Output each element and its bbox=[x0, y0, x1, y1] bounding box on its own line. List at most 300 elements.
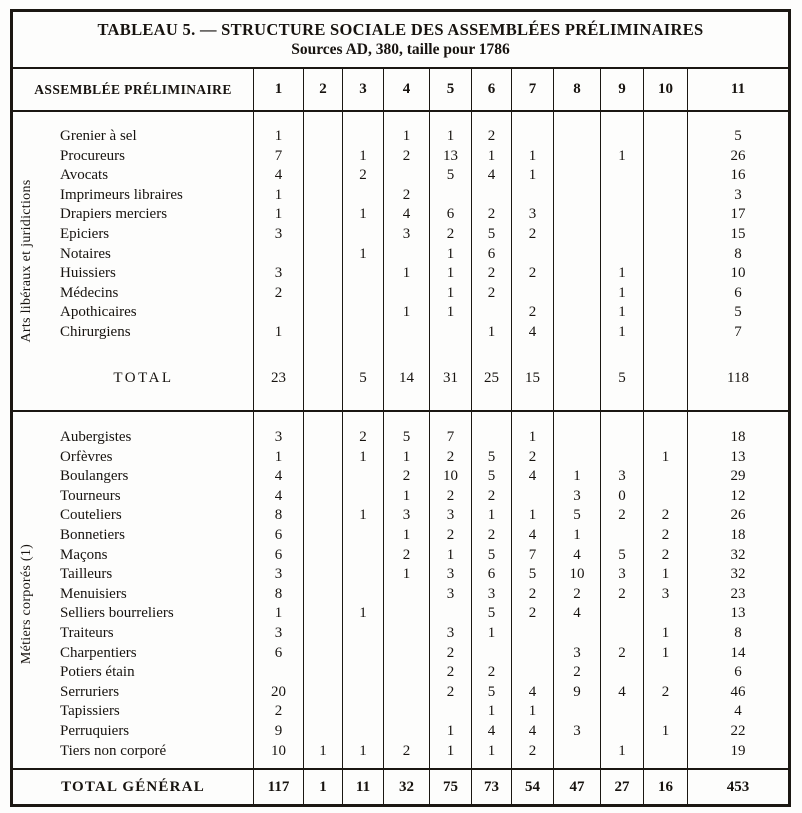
row-label: Couteliers bbox=[60, 507, 122, 524]
table-cell: 4 bbox=[402, 206, 411, 223]
row-label: Boulangers bbox=[60, 468, 129, 485]
table-cell bbox=[644, 604, 687, 624]
grand-total-cell-11: 453 bbox=[687, 770, 788, 804]
grand-total-row bbox=[13, 770, 788, 804]
column-header-8: 8 bbox=[553, 69, 600, 110]
table-cell: 2 bbox=[487, 206, 496, 223]
table-cell bbox=[343, 264, 383, 284]
table-cell: 2 bbox=[487, 128, 496, 144]
table-cell: 26 bbox=[730, 507, 746, 524]
table-cell: 9 bbox=[573, 683, 581, 700]
table-cell bbox=[343, 186, 383, 206]
table-cell: 3 bbox=[734, 186, 742, 203]
row-label: Tourneurs bbox=[60, 487, 121, 504]
table-cell: 4 bbox=[528, 323, 537, 340]
table-cell bbox=[554, 742, 600, 762]
table-cell bbox=[343, 663, 383, 683]
table-cell bbox=[343, 624, 383, 644]
table-cell bbox=[384, 644, 429, 664]
table-cell bbox=[343, 526, 383, 546]
table-cell: 1 bbox=[487, 323, 496, 340]
table-cell: 2 bbox=[528, 585, 537, 602]
table-cell: 1 bbox=[446, 265, 455, 282]
table-cell: 22 bbox=[730, 722, 746, 739]
column-header-2: 2 bbox=[303, 69, 342, 110]
table-cell: 6 bbox=[487, 245, 496, 262]
table-cell bbox=[304, 323, 342, 343]
section-total-cell: 14 bbox=[399, 369, 414, 386]
row-label: Huissiers bbox=[60, 265, 116, 282]
grand-total-cell-2: 1 bbox=[303, 770, 342, 804]
table-cell bbox=[554, 205, 600, 225]
table-cell: 1 bbox=[661, 624, 670, 641]
table-cell: 1 bbox=[618, 284, 626, 301]
table-cell: 5 bbox=[487, 448, 496, 465]
table-cell bbox=[601, 604, 643, 624]
table-cell bbox=[384, 722, 429, 742]
row-label: Notaires bbox=[60, 245, 111, 262]
data-column-8 bbox=[553, 112, 600, 410]
data-column-1 bbox=[253, 112, 303, 410]
section-total-cell: 25 bbox=[484, 369, 499, 386]
row-label: Chirurgiens bbox=[60, 323, 131, 340]
table-cell: 1 bbox=[402, 487, 411, 504]
table-cell bbox=[512, 644, 553, 664]
table-cell: 7 bbox=[734, 323, 742, 340]
table-cell: 16 bbox=[730, 167, 746, 184]
table-cell: 2 bbox=[528, 265, 537, 282]
table-cell: 6 bbox=[734, 284, 742, 301]
table-cell: 1 bbox=[274, 323, 283, 340]
table-cell: 1 bbox=[618, 742, 626, 759]
table-cell: 3 bbox=[618, 468, 626, 485]
table-cell: 3 bbox=[573, 644, 581, 661]
column-header-1: 1 bbox=[253, 69, 303, 110]
table-cell: 2 bbox=[618, 585, 626, 602]
table-cell: 4 bbox=[528, 722, 537, 739]
row-label: Maçons bbox=[60, 546, 108, 563]
table-cell: 4 bbox=[618, 683, 626, 700]
table-cell: 2 bbox=[618, 507, 626, 524]
table-cell: 3 bbox=[618, 566, 626, 583]
table-cell: 5 bbox=[618, 546, 626, 563]
table-cell: 2 bbox=[573, 664, 581, 681]
table-cell: 1 bbox=[573, 468, 581, 485]
table-cell bbox=[343, 546, 383, 566]
data-column-6 bbox=[471, 112, 511, 410]
table-cell: 8 bbox=[274, 585, 283, 602]
column-header-11: 11 bbox=[687, 69, 788, 110]
table-cell bbox=[384, 663, 429, 683]
table-cell: 1 bbox=[359, 742, 367, 759]
table-cell: 5 bbox=[487, 605, 496, 622]
table-cell: 3 bbox=[446, 566, 455, 583]
table-cell bbox=[512, 284, 553, 304]
table-cell: 3 bbox=[274, 225, 283, 242]
table-cell bbox=[644, 245, 687, 265]
table-cell bbox=[644, 487, 687, 507]
table-cell bbox=[601, 526, 643, 546]
table-cell bbox=[554, 428, 600, 448]
table-cell: 3 bbox=[573, 722, 581, 739]
table-cell: 5 bbox=[734, 304, 742, 321]
table-cell: 6 bbox=[274, 644, 283, 661]
table-cell: 1 bbox=[661, 448, 670, 465]
table-cell: 2 bbox=[528, 225, 537, 242]
table-cell: 12 bbox=[730, 487, 746, 504]
table-cell: 46 bbox=[730, 683, 746, 700]
table-cell bbox=[430, 604, 471, 624]
table-cell bbox=[304, 245, 342, 265]
table-cell: 4 bbox=[274, 487, 283, 504]
table-cell: 4 bbox=[573, 546, 581, 563]
table-cell: 3 bbox=[274, 566, 283, 583]
table-cell: 3 bbox=[528, 206, 537, 223]
table-cell bbox=[304, 467, 342, 487]
table-cell bbox=[644, 742, 687, 762]
table-cell: 2 bbox=[487, 265, 496, 282]
table-cell: 1 bbox=[618, 323, 626, 340]
table-cell bbox=[430, 702, 471, 722]
table-cell: 1 bbox=[359, 147, 367, 164]
table-cell bbox=[343, 225, 383, 245]
table-cell: 1 bbox=[359, 448, 367, 465]
table-cell bbox=[343, 644, 383, 664]
table-cell: 1 bbox=[359, 245, 367, 262]
table-cell: 2 bbox=[446, 664, 455, 681]
table-cell bbox=[554, 166, 600, 186]
table-title-block bbox=[13, 12, 788, 69]
table-cell: 5 bbox=[734, 128, 742, 144]
table-cell: 2 bbox=[402, 147, 411, 164]
table-cell: 2 bbox=[446, 487, 455, 504]
table-cell bbox=[644, 428, 687, 448]
table-cell: 13 bbox=[730, 605, 746, 622]
table-cell bbox=[554, 448, 600, 468]
table-cell: 6 bbox=[446, 206, 455, 223]
table-cell bbox=[304, 147, 342, 167]
data-column-11 bbox=[687, 112, 788, 410]
column-header-6: 6 bbox=[471, 69, 511, 110]
row-label: Imprimeurs libraires bbox=[60, 186, 183, 203]
table-cell: 2 bbox=[446, 225, 455, 242]
table-cell: 1 bbox=[661, 566, 670, 583]
table-cell bbox=[644, 127, 687, 147]
data-column-9 bbox=[600, 412, 643, 768]
table-cell: 10 bbox=[443, 468, 458, 485]
table-cell: 2 bbox=[274, 703, 283, 720]
table-cell bbox=[644, 166, 687, 186]
table-cell: 1 bbox=[528, 429, 537, 445]
table-cell bbox=[644, 663, 687, 683]
table-cell: 2 bbox=[446, 644, 455, 661]
table-cell: 4 bbox=[528, 683, 537, 700]
table-cell: 1 bbox=[446, 304, 455, 321]
row-label: Grenier à sel bbox=[60, 128, 137, 144]
table-cell: 1 bbox=[402, 566, 411, 583]
table-cell bbox=[304, 127, 342, 147]
table-cell bbox=[554, 303, 600, 323]
section-total-cell bbox=[304, 369, 342, 389]
table-cell: 14 bbox=[730, 644, 746, 661]
header-label: ASSEMBLÉE PRÉLIMINAIRE bbox=[34, 81, 232, 97]
section-total-cell: 23 bbox=[271, 369, 286, 386]
table-cell bbox=[554, 245, 600, 265]
table-cell: 32 bbox=[730, 546, 746, 563]
table-cell bbox=[644, 702, 687, 722]
section-1 bbox=[13, 112, 788, 412]
table-cell bbox=[304, 722, 342, 742]
table-cell: 3 bbox=[446, 507, 455, 524]
data-column-7 bbox=[511, 412, 553, 768]
table-cell bbox=[554, 264, 600, 284]
row-label-column bbox=[40, 412, 253, 768]
section-total-cell bbox=[644, 369, 687, 389]
table-cell: 8 bbox=[734, 624, 742, 641]
table-cell bbox=[384, 683, 429, 703]
row-label: Tiers non corporé bbox=[60, 742, 167, 759]
table-cell bbox=[384, 245, 429, 265]
table-cell: 1 bbox=[319, 742, 327, 759]
row-label: Aubergistes bbox=[60, 429, 132, 445]
table-cell bbox=[472, 303, 511, 323]
table-cell: 1 bbox=[487, 507, 496, 524]
table-cell bbox=[304, 284, 342, 304]
section-total-cell: 5 bbox=[359, 369, 367, 386]
table-cell bbox=[304, 303, 342, 323]
table-cell: 1 bbox=[274, 448, 283, 465]
table-cell: 2 bbox=[446, 526, 455, 543]
table-cell: 1 bbox=[487, 742, 496, 759]
table-cell: 3 bbox=[661, 585, 670, 602]
table-cell: 2 bbox=[618, 644, 626, 661]
group-label: Métiers corporés (1) bbox=[18, 544, 34, 665]
table-cell: 5 bbox=[528, 566, 537, 583]
table-cell bbox=[601, 186, 643, 206]
table-cell bbox=[644, 225, 687, 245]
section-2 bbox=[13, 412, 788, 770]
table-cell: 2 bbox=[402, 186, 411, 203]
table-cell bbox=[304, 526, 342, 546]
table-cell: 1 bbox=[402, 265, 411, 282]
data-column-9 bbox=[600, 112, 643, 410]
row-label: Procureurs bbox=[60, 147, 125, 164]
table-cell: 8 bbox=[274, 507, 283, 524]
table-cell bbox=[601, 205, 643, 225]
table-cell: 1 bbox=[402, 128, 411, 144]
table-cell: 2 bbox=[661, 683, 670, 700]
table-cell bbox=[304, 624, 342, 644]
table-cell: 6 bbox=[734, 664, 742, 681]
table-cell bbox=[384, 166, 429, 186]
section-total-cell: 5 bbox=[618, 369, 626, 386]
table-cell: 10 bbox=[730, 265, 746, 282]
data-column-4 bbox=[383, 412, 429, 768]
table-cell bbox=[304, 225, 342, 245]
table-cell bbox=[601, 245, 643, 265]
table-cell: 18 bbox=[730, 429, 746, 445]
grand-total-cell-6: 73 bbox=[471, 770, 511, 804]
grand-total-cell-9: 27 bbox=[600, 770, 643, 804]
data-column-3 bbox=[342, 112, 383, 410]
row-label-column bbox=[40, 112, 253, 410]
table-cell: 2 bbox=[487, 487, 496, 504]
row-label: Avocats bbox=[60, 167, 109, 184]
table-cell: 4 bbox=[528, 526, 537, 543]
table-cell: 4 bbox=[274, 468, 283, 485]
row-label: Selliers bourreliers bbox=[60, 605, 174, 622]
table-cell bbox=[601, 428, 643, 448]
table-cell: 3 bbox=[573, 487, 581, 504]
table-cell: 2 bbox=[487, 526, 496, 543]
table-cell bbox=[343, 702, 383, 722]
table-subtitle: Sources AD, 380, taille pour 1786 bbox=[291, 41, 510, 58]
table-cell: 2 bbox=[661, 546, 670, 563]
table-cell: 4 bbox=[734, 703, 742, 720]
table-cell bbox=[512, 186, 553, 206]
table-cell: 5 bbox=[487, 683, 496, 700]
table-cell: 2 bbox=[359, 429, 367, 445]
column-header-7: 7 bbox=[511, 69, 553, 110]
table-cell bbox=[601, 448, 643, 468]
table-cell: 4 bbox=[487, 722, 496, 739]
row-label: Bonnetiers bbox=[60, 526, 125, 543]
table-cell bbox=[254, 663, 303, 683]
table-cell: 3 bbox=[446, 585, 455, 602]
section-total-cell: 31 bbox=[443, 369, 458, 386]
table-cell: 5 bbox=[487, 546, 496, 563]
table-cell: 1 bbox=[359, 206, 367, 223]
data-column-2 bbox=[303, 412, 342, 768]
table-cell bbox=[512, 245, 553, 265]
table-cell bbox=[644, 147, 687, 167]
table-cell: 10 bbox=[271, 742, 286, 759]
table-cell: 5 bbox=[487, 468, 496, 485]
table-cell: 0 bbox=[618, 487, 626, 504]
table-cell: 2 bbox=[359, 167, 367, 184]
table-cell: 23 bbox=[730, 585, 746, 602]
table-cell bbox=[304, 644, 342, 664]
table-cell bbox=[601, 702, 643, 722]
table-cell: 32 bbox=[730, 566, 746, 583]
table-cell: 17 bbox=[730, 206, 746, 223]
table-cell bbox=[512, 127, 553, 147]
section-total-cell: 15 bbox=[525, 369, 540, 386]
table-cell: 1 bbox=[528, 147, 537, 164]
section-total-cell bbox=[554, 369, 600, 389]
table-cell: 6 bbox=[487, 566, 496, 583]
table-cell: 9 bbox=[274, 722, 283, 739]
table-cell bbox=[430, 186, 471, 206]
table-cell: 7 bbox=[274, 147, 283, 164]
table-cell: 1 bbox=[446, 284, 455, 301]
table-cell: 1 bbox=[402, 526, 411, 543]
table-cell: 1 bbox=[402, 304, 411, 321]
table-cell bbox=[554, 127, 600, 147]
table-cell bbox=[644, 205, 687, 225]
table-cell: 2 bbox=[528, 304, 537, 321]
table-cell: 4 bbox=[487, 167, 496, 184]
column-header-10: 10 bbox=[643, 69, 687, 110]
table-cell bbox=[384, 604, 429, 624]
table-cell: 2 bbox=[402, 468, 411, 485]
table-cell bbox=[472, 186, 511, 206]
group-label-column bbox=[13, 112, 40, 410]
table-cell bbox=[304, 264, 342, 284]
row-label: Potiers étain bbox=[60, 664, 135, 681]
table-cell: 6 bbox=[274, 546, 283, 563]
table-cell: 1 bbox=[359, 605, 367, 622]
data-column-10 bbox=[643, 112, 687, 410]
row-label: Orfèvres bbox=[60, 448, 113, 465]
grand-total-cell-7: 54 bbox=[511, 770, 553, 804]
group-label-column bbox=[13, 412, 40, 768]
table-cell: 5 bbox=[446, 167, 455, 184]
grand-total-cell-1: 117 bbox=[253, 770, 303, 804]
table-cell: 1 bbox=[487, 624, 496, 641]
table-cell: 1 bbox=[274, 128, 283, 144]
row-label: Perruquiers bbox=[60, 722, 130, 739]
table-cell: 2 bbox=[402, 546, 411, 563]
table-cell bbox=[601, 127, 643, 147]
table-cell: 2 bbox=[661, 526, 670, 543]
table-cell bbox=[304, 448, 342, 468]
grand-total-cell-10: 16 bbox=[643, 770, 687, 804]
table-cell bbox=[644, 264, 687, 284]
table-cell bbox=[304, 565, 342, 585]
table-cell: 2 bbox=[528, 448, 537, 465]
data-column-5 bbox=[429, 412, 471, 768]
table-cell bbox=[512, 663, 553, 683]
row-label: Epiciers bbox=[60, 225, 110, 242]
table-cell: 1 bbox=[573, 526, 581, 543]
table-cell bbox=[304, 506, 342, 526]
table-cell bbox=[384, 624, 429, 644]
data-column-3 bbox=[342, 412, 383, 768]
table-cell bbox=[644, 303, 687, 323]
column-header-3: 3 bbox=[342, 69, 383, 110]
data-column-6 bbox=[471, 412, 511, 768]
data-column-8 bbox=[553, 412, 600, 768]
data-column-1 bbox=[253, 412, 303, 768]
table-body bbox=[13, 112, 788, 770]
table-cell: 1 bbox=[446, 722, 455, 739]
table-cell: 4 bbox=[528, 468, 537, 485]
table-cell bbox=[554, 284, 600, 304]
table-cell: 1 bbox=[487, 147, 496, 164]
column-header-9: 9 bbox=[600, 69, 643, 110]
table-cell: 1 bbox=[402, 448, 411, 465]
table-cell: 1 bbox=[274, 186, 283, 203]
table-cell: 2 bbox=[274, 284, 283, 301]
table-cell: 18 bbox=[730, 526, 746, 543]
table-cell bbox=[343, 722, 383, 742]
table-cell: 29 bbox=[730, 468, 746, 485]
table-cell bbox=[343, 683, 383, 703]
table-cell bbox=[554, 323, 600, 343]
row-label: Serruriers bbox=[60, 683, 120, 700]
table-cell: 5 bbox=[487, 225, 496, 242]
table-cell: 3 bbox=[274, 624, 283, 641]
table-cell: 1 bbox=[528, 167, 537, 184]
table-cell: 1 bbox=[487, 703, 496, 720]
table-cell bbox=[601, 624, 643, 644]
row-label: Apothicaires bbox=[60, 304, 137, 321]
table-cell bbox=[254, 245, 303, 265]
table-cell: 2 bbox=[402, 742, 411, 759]
table-cell: 20 bbox=[271, 683, 286, 700]
table-cell: 1 bbox=[528, 703, 537, 720]
